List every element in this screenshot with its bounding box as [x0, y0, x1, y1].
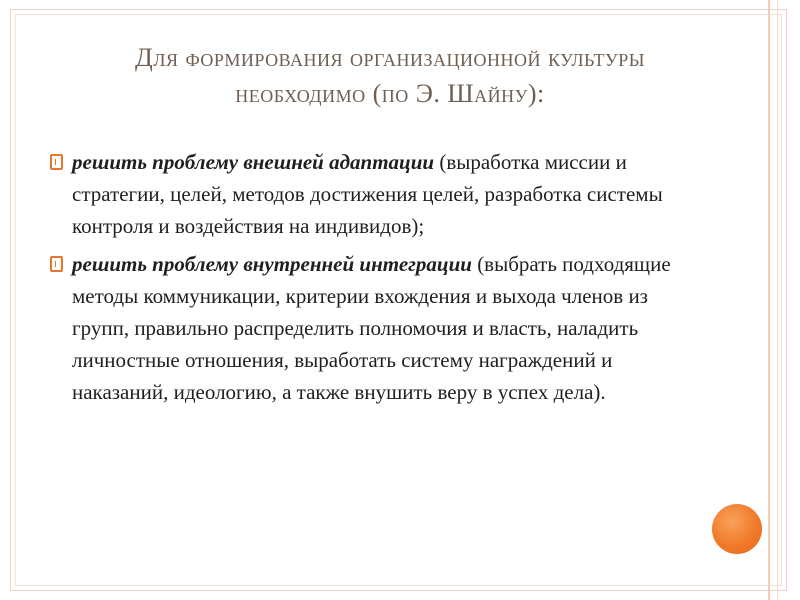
- title-line-1: Для формирования организационной культуры: [135, 43, 645, 72]
- bullet-item-internal-integration: [48, 248, 688, 408]
- bullet-list: [48, 146, 688, 414]
- slide-title: [40, 38, 740, 122]
- decorative-vertical-line: [768, 0, 770, 600]
- orange-circle-decoration: [712, 504, 762, 554]
- title-line-2: необходимо (по Э. Шайну):: [235, 79, 545, 108]
- bullet-body-text: (выработка миссии и стратегии, целей, методов достижения целей, разработка системы контроля и воздействия на индивидов);: [72, 150, 663, 238]
- bullet-lead-text: решить проблему внутренней интеграции: [72, 252, 472, 276]
- decorative-vertical-line-thin: [777, 0, 778, 600]
- bullet-body-text: (выбрать подходящие методы коммуникации, критерии вхождения и выхода членов из групп, правильно распределить полномочия и власть, наладить личностные отношения, выработать систему награждений и наказаний, идеологию, а также внушить веру в успех дела).: [72, 252, 671, 404]
- bullet-item-external-adaptation: [48, 146, 688, 242]
- notch-bullet-icon: [50, 154, 63, 170]
- notch-bullet-icon: [50, 256, 63, 272]
- bullet-lead-text: решить проблему внешней адаптации: [72, 150, 435, 174]
